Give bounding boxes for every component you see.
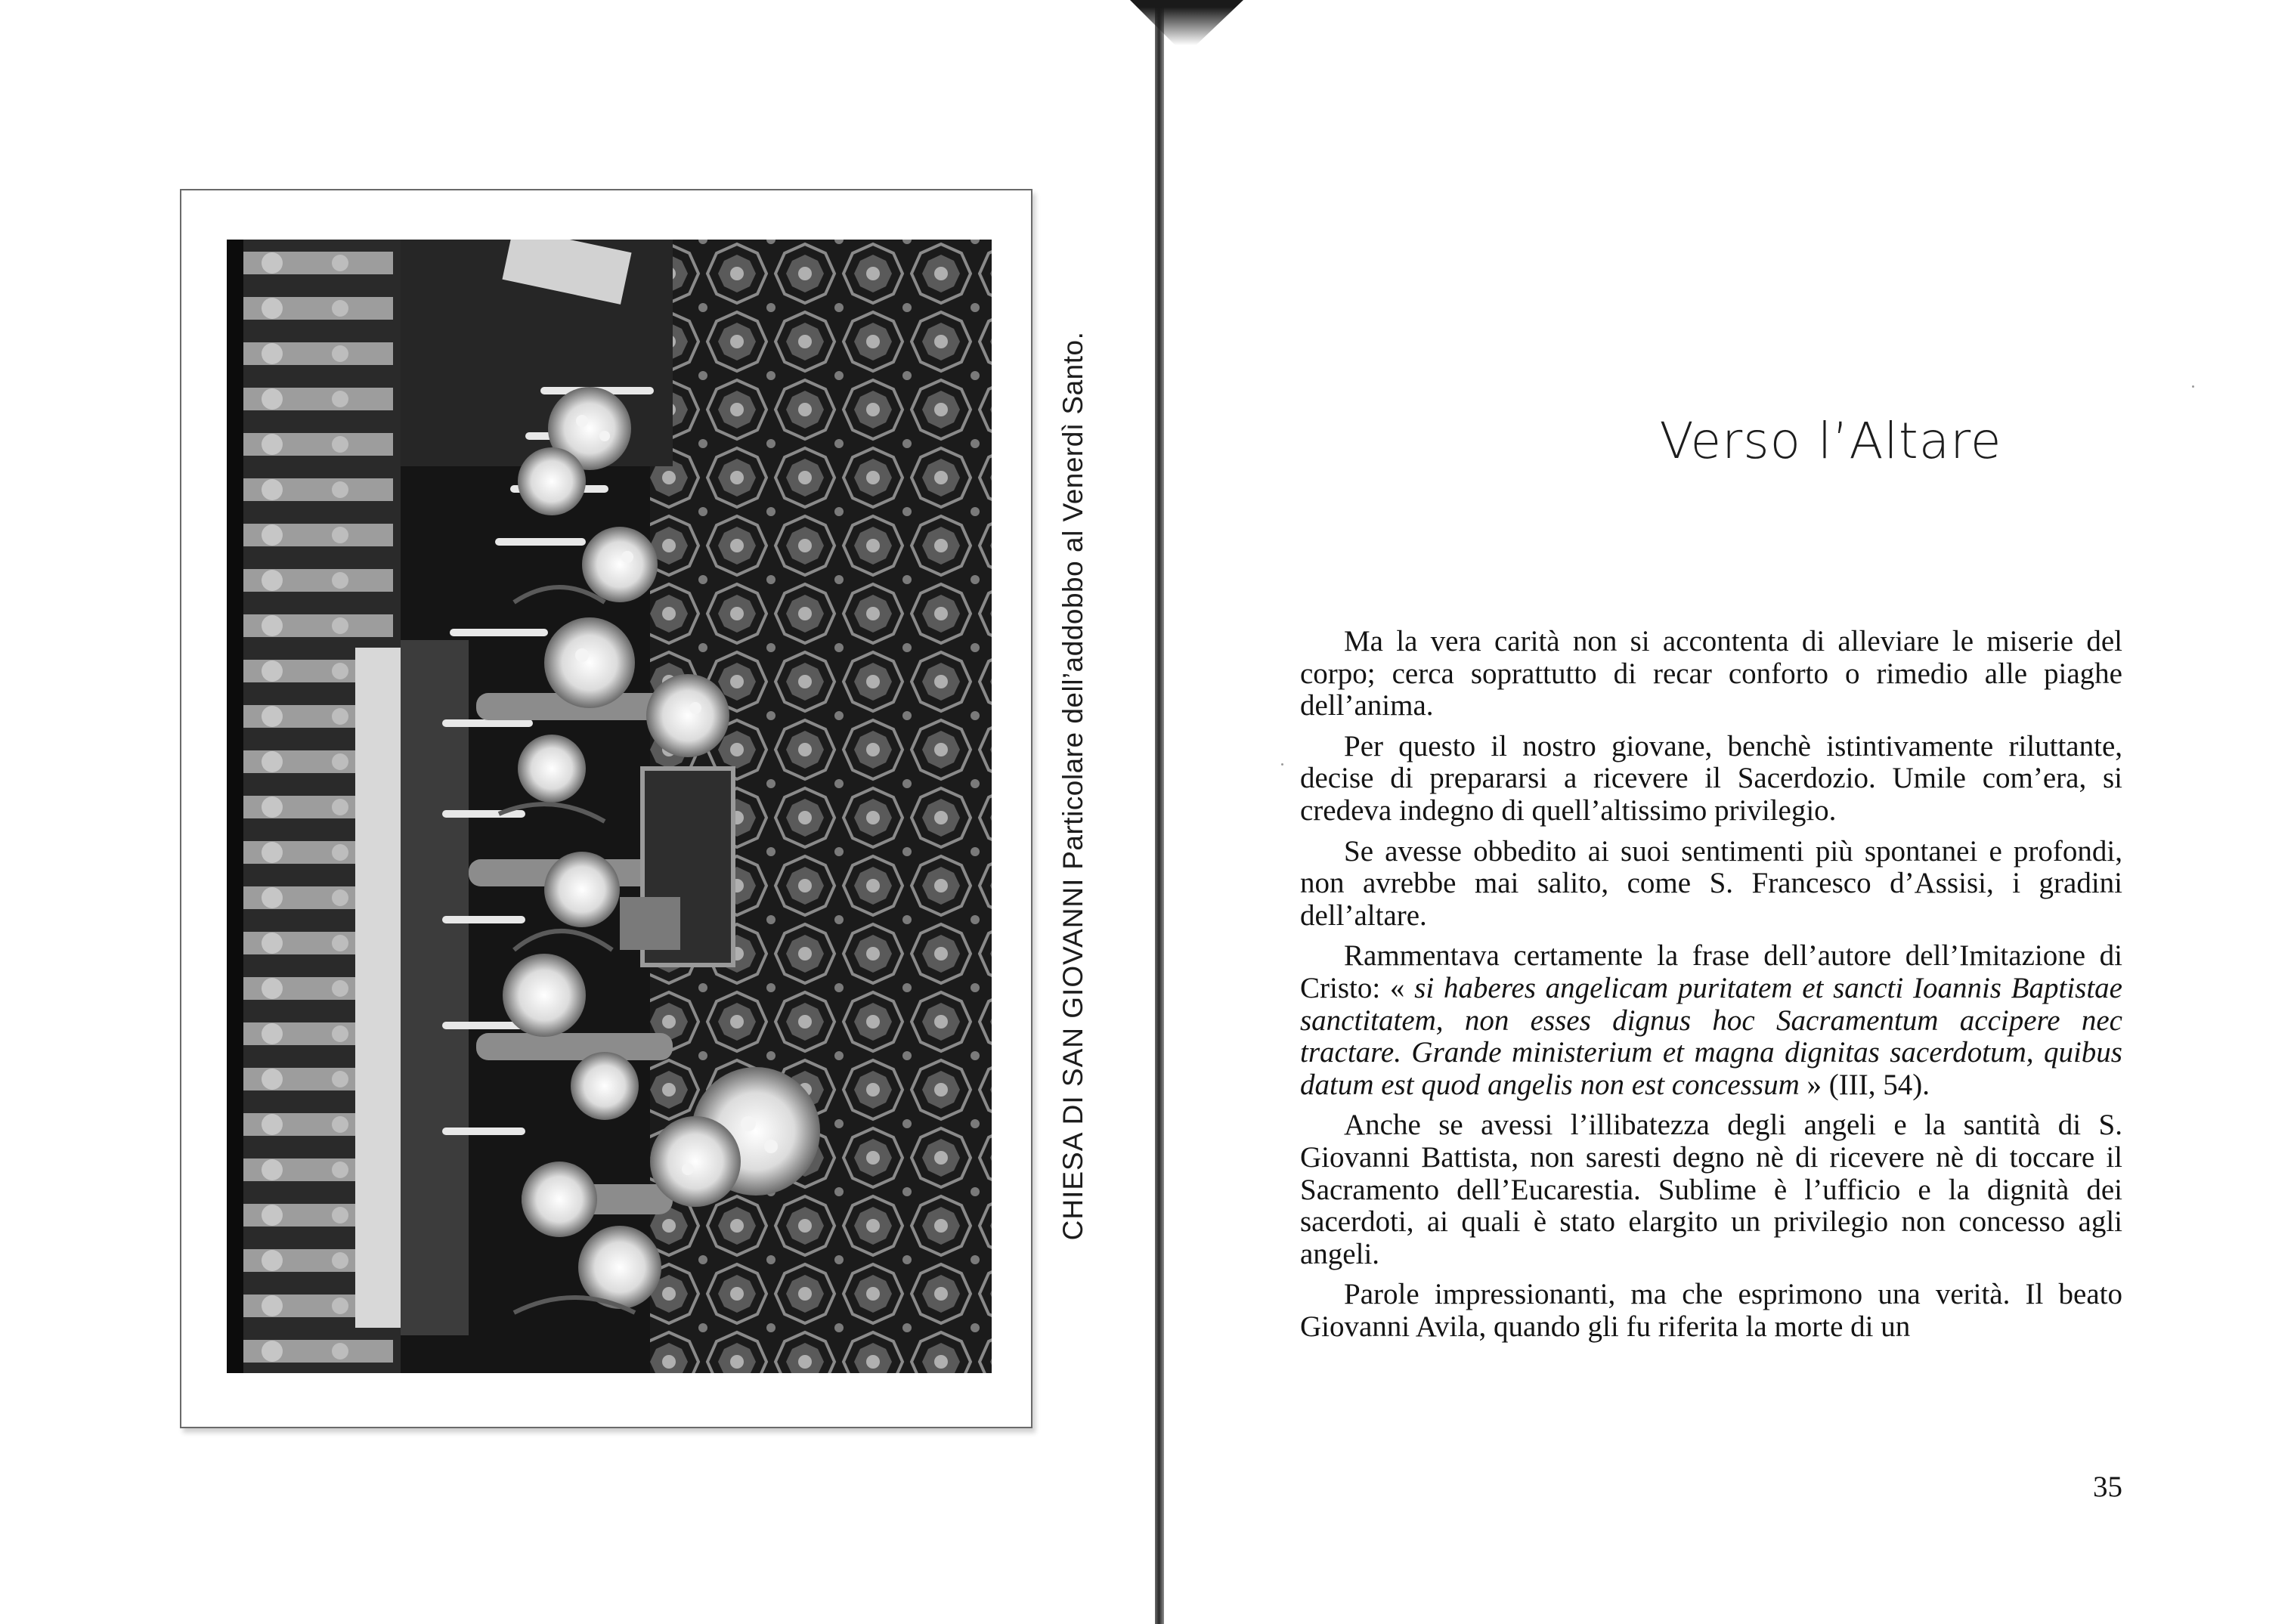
paragraph-4-intro: Rammentava certamente la frase dell’autore dell’Imitazione di Cristo: « bbox=[1300, 939, 2122, 1004]
paper-speck bbox=[2192, 385, 2194, 388]
chapter-title: Verso l’Altare bbox=[1659, 412, 2002, 470]
latin-quotation: si haberes angelicam puritatem et sancti Ioannis Baptistae sanctitatem, non esses dignus hoc Sacramentum accipere nec tractare. Grande ministerium et magna dignitas sacerdotum, quibus datum est quod angelis non est concessum bbox=[1300, 971, 2122, 1101]
chapter-body bbox=[1300, 626, 2122, 1351]
paragraph-2: Per questo il nostro giovane, benchè istintivamente riluttante, decise di prepararsi a ricevere il Sacerdozio. Umile com’era, si credeva indegno di quell’altissimo privilegio. bbox=[1300, 729, 2122, 827]
paragraph-6: Parole impressionanti, ma che esprimono una verità. Il beato Giovanni Avila, quando gli fu riferita la morte di un bbox=[1300, 1278, 2122, 1343]
paragraph-4-citation: » (III, 54). bbox=[1799, 1068, 1930, 1101]
right-page bbox=[1164, 0, 2294, 1624]
paragraph-1: Ma la vera carità non si accontenta di alleviare le miserie del corpo; cerca soprattutto di recar conforto o rimedio alle piaghe dell’anima. bbox=[1300, 625, 2122, 722]
caption-location: CHIESA DI SAN GIOVANNI bbox=[1057, 877, 1088, 1241]
paragraph-4 bbox=[1300, 940, 2122, 1101]
paragraph-3: Se avesse obbedito ai suoi sentimenti più spontanei e profondi, non avrebbe mai salito, come S. Francesco d’Assisi, i gradini dell’altare. bbox=[1300, 834, 2122, 932]
paragraph-5: Anche se avessi l’illibatezza degli angeli e la santità di S. Giovanni Battista, non saresti degno nè di ricevere nè di toccare il Sacramento dell’Eucarestia. Sublime è l’ufficio e la dignità dei sacerdoti, ai quali è stato elargito un privilegio non concesso agli angeli. bbox=[1300, 1109, 2122, 1270]
photo-frame bbox=[180, 189, 1032, 1428]
caption-description: Particolare dell’addobbo al Venerdì Santo. bbox=[1057, 331, 1088, 870]
photo-caption bbox=[1057, 332, 1089, 1241]
altar-photograph bbox=[227, 240, 992, 1373]
book-spine bbox=[1155, 0, 1164, 1624]
paper-speck bbox=[1281, 763, 1283, 766]
page-number: 35 bbox=[2093, 1471, 2122, 1503]
